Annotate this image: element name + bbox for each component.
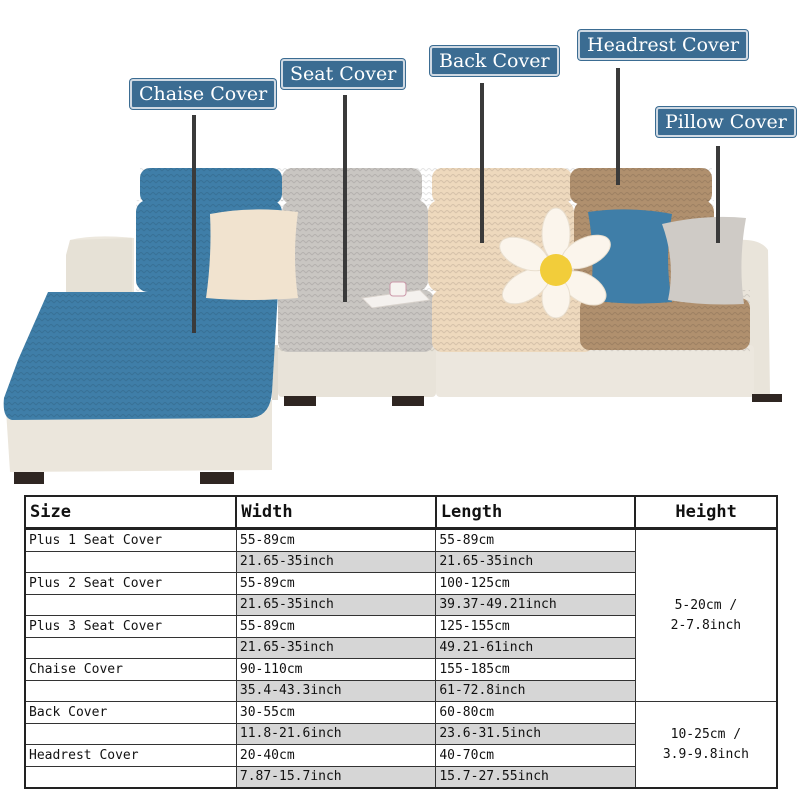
size-chart-table xyxy=(24,495,778,789)
height-cm: 5-20cm / xyxy=(674,597,738,613)
row-name: Plus 2 Seat Cover xyxy=(25,573,236,595)
header-width: Width xyxy=(236,496,435,529)
row-width: 20-40cm xyxy=(236,745,435,767)
row-width: 55-89cm xyxy=(236,616,435,638)
headrest-cover-label: Headrest Cover xyxy=(578,30,748,60)
row-name xyxy=(25,551,236,573)
row-width: 7.87-15.7inch xyxy=(236,766,435,788)
row-length: 39.37-49.21inch xyxy=(436,594,635,616)
height-inch: 3.9-9.8inch xyxy=(662,746,749,762)
back-cover-label: Back Cover xyxy=(430,46,559,76)
row-width: 30-55cm xyxy=(236,702,435,724)
row-width: 21.65-35inch xyxy=(236,551,435,573)
row-width: 11.8-21.6inch xyxy=(236,723,435,745)
row-length: 55-89cm xyxy=(436,529,635,552)
table-row xyxy=(25,702,777,724)
row-name: Back Cover xyxy=(25,702,236,724)
row-length: 49.21-61inch xyxy=(436,637,635,659)
header-size: Size xyxy=(25,496,236,529)
row-width: 90-110cm xyxy=(236,659,435,681)
row-length: 61-72.8inch xyxy=(436,680,635,702)
row-name xyxy=(25,594,236,616)
row-width: 21.65-35inch xyxy=(236,594,435,616)
row-length: 40-70cm xyxy=(436,745,635,767)
row-width: 55-89cm xyxy=(236,573,435,595)
row-name: Chaise Cover xyxy=(25,659,236,681)
row-name: Plus 1 Seat Cover xyxy=(25,529,236,552)
table-row xyxy=(25,529,777,552)
height-group-seat-chaise xyxy=(635,529,777,702)
row-name xyxy=(25,723,236,745)
row-width: 55-89cm xyxy=(236,529,435,552)
row-length: 125-155cm xyxy=(436,616,635,638)
row-length: 60-80cm xyxy=(436,702,635,724)
chaise-cover-label: Chaise Cover xyxy=(130,79,276,109)
row-name: Plus 3 Seat Cover xyxy=(25,616,236,638)
row-length: 155-185cm xyxy=(436,659,635,681)
headrest-covers xyxy=(140,168,712,204)
row-length: 23.6-31.5inch xyxy=(436,723,635,745)
chaise-cover xyxy=(4,292,278,420)
row-length: 15.7-27.55inch xyxy=(436,766,635,788)
header-length: Length xyxy=(436,496,635,529)
height-cm: 10-25cm / xyxy=(670,726,742,742)
row-name xyxy=(25,637,236,659)
row-name xyxy=(25,766,236,788)
row-length: 100-125cm xyxy=(436,573,635,595)
pillow-cover-label: Pillow Cover xyxy=(656,107,796,137)
row-width: 35.4-43.3inch xyxy=(236,680,435,702)
height-inch: 2-7.8inch xyxy=(670,617,742,633)
seat-cover-label: Seat Cover xyxy=(281,59,405,89)
header-height: Height xyxy=(635,496,777,529)
row-length: 21.65-35inch xyxy=(436,551,635,573)
row-width: 21.65-35inch xyxy=(236,637,435,659)
row-name: Headrest Cover xyxy=(25,745,236,767)
row-name xyxy=(25,680,236,702)
height-group-back-headrest xyxy=(635,702,777,789)
table-header-row xyxy=(25,496,777,529)
